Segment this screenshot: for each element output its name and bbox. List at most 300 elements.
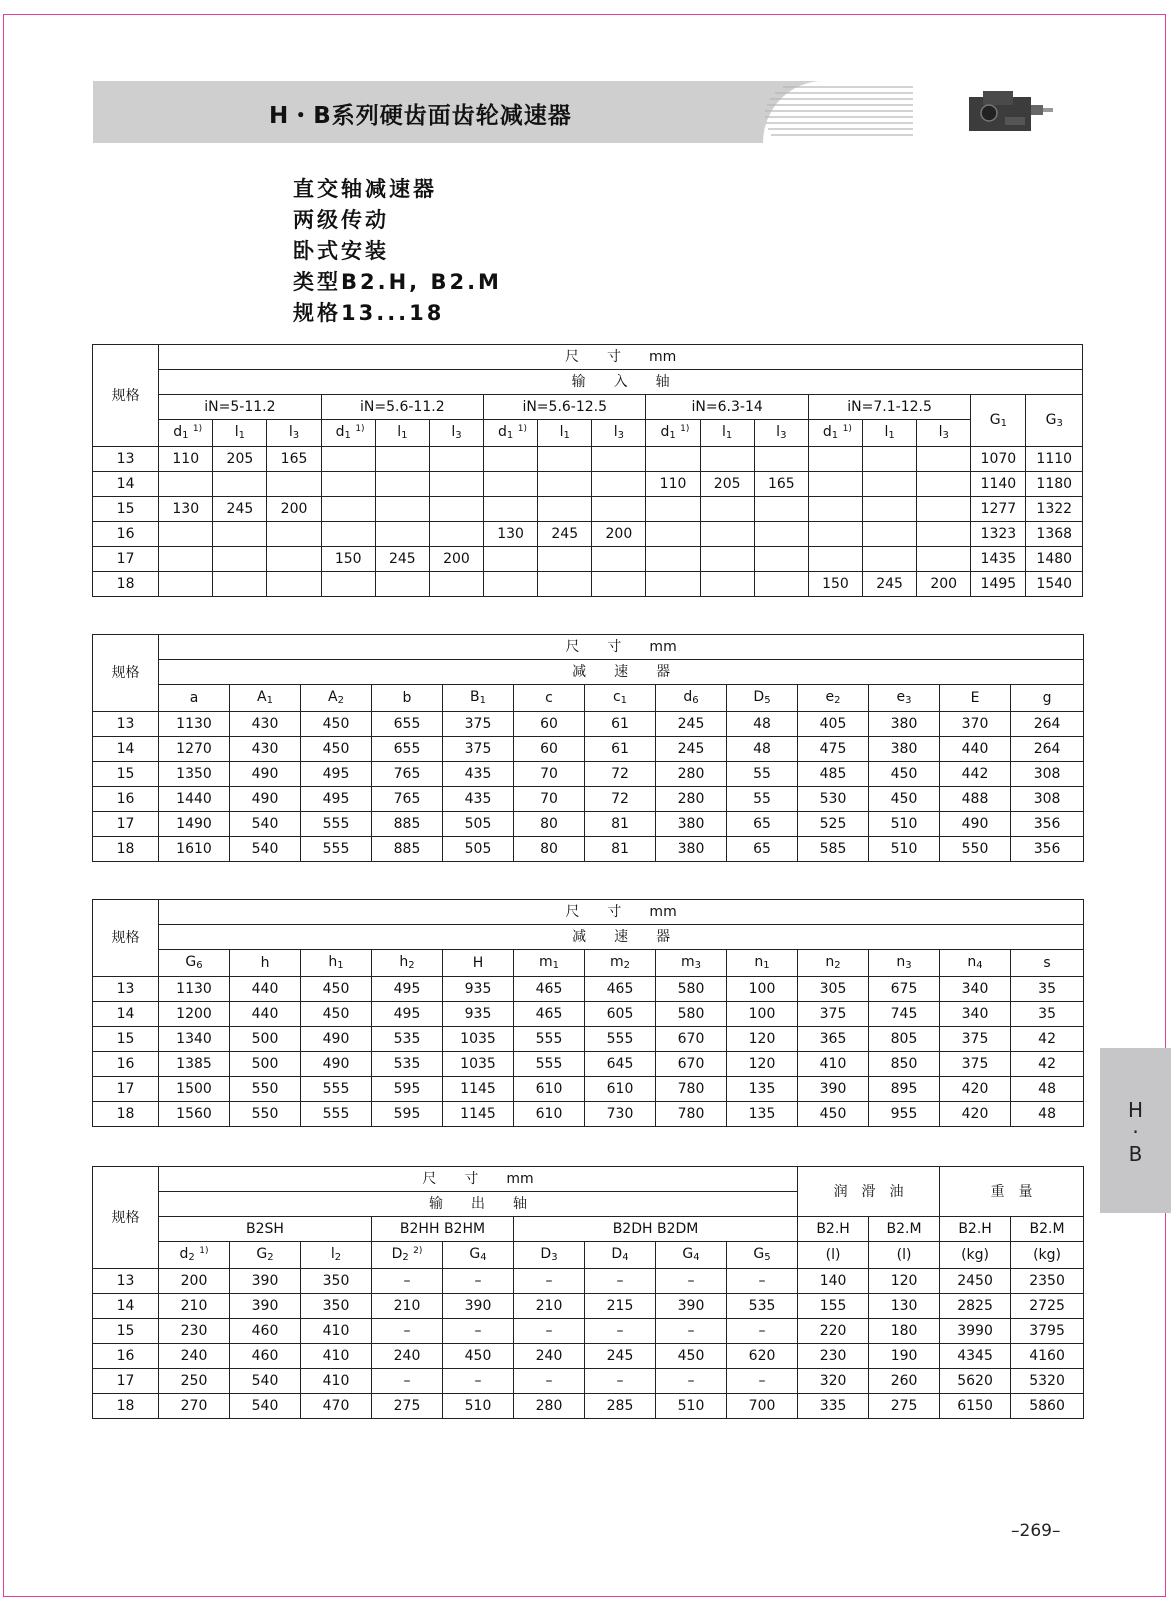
oil-unit: (l) xyxy=(869,1242,940,1269)
table-cell: 35 xyxy=(1011,977,1084,1002)
col-header-l1: l1 xyxy=(538,420,592,447)
spec-cell: 16 xyxy=(93,522,159,547)
table-cell: 200 xyxy=(592,522,646,547)
table-cell: 500 xyxy=(230,1027,301,1052)
table-cell xyxy=(808,522,862,547)
table-cell: 765 xyxy=(372,762,443,787)
col-header-n2: n2 xyxy=(798,950,869,977)
table-cell: 555 xyxy=(301,1077,372,1102)
table-cell: 435 xyxy=(443,787,514,812)
table-cell xyxy=(484,497,538,522)
col-header-n1: n1 xyxy=(727,950,798,977)
table-row xyxy=(93,497,1083,522)
spec-cell: 18 xyxy=(93,1394,159,1419)
table-cell xyxy=(429,447,483,472)
table-cell: 540 xyxy=(230,1369,301,1394)
spec-cell: 18 xyxy=(93,572,159,597)
table-cell: 1440 xyxy=(159,787,230,812)
table-cell: 430 xyxy=(230,712,301,737)
table-cell: 540 xyxy=(230,1394,301,1419)
ratio-group: iN=5-11.2 xyxy=(159,395,321,420)
spec-cell: 15 xyxy=(93,1319,159,1344)
table-cell xyxy=(484,472,538,497)
col-header-m1: m1 xyxy=(514,950,585,977)
table-cell: 450 xyxy=(301,737,372,762)
table-row xyxy=(93,472,1083,497)
table-cell: – xyxy=(443,1369,514,1394)
table-cell xyxy=(375,572,429,597)
input-shaft-table xyxy=(92,344,1083,597)
table-cell: 245 xyxy=(656,737,727,762)
table-cell: 210 xyxy=(159,1294,230,1319)
table-cell: 955 xyxy=(869,1102,940,1127)
table-cell: 275 xyxy=(869,1394,940,1419)
ratio-group: iN=5.6-11.2 xyxy=(321,395,483,420)
table-cell: 6150 xyxy=(940,1394,1011,1419)
subtitle-line: 类型B2.H, B2.M xyxy=(293,270,502,294)
table-cell: 450 xyxy=(869,762,940,787)
table-cell: 70 xyxy=(514,762,585,787)
table-cell: 530 xyxy=(798,787,869,812)
col-header-d1: d1 $^{1)}$ xyxy=(484,420,538,447)
table-cell xyxy=(863,447,917,472)
table-cell: 1385 xyxy=(159,1052,230,1077)
table-cell: 460 xyxy=(230,1319,301,1344)
table-cell xyxy=(917,547,971,572)
table-cell: 100 xyxy=(727,977,798,1002)
table-cell: 375 xyxy=(940,1052,1011,1077)
oil-unit: (l) xyxy=(798,1242,869,1269)
table-cell: 48 xyxy=(727,712,798,737)
table-cell xyxy=(754,447,808,472)
table-cell: 1130 xyxy=(159,712,230,737)
table-cell: 264 xyxy=(1011,712,1084,737)
table-cell: 390 xyxy=(443,1294,514,1319)
table-cell: 390 xyxy=(230,1269,301,1294)
col-header-d1: d1 $^{1)}$ xyxy=(159,420,213,447)
table-cell: 605 xyxy=(585,1002,656,1027)
table-cell: 450 xyxy=(301,712,372,737)
col-header-e3: e3 xyxy=(869,685,940,712)
table-cell: 440 xyxy=(940,737,1011,762)
table-cell: – xyxy=(514,1319,585,1344)
table-cell xyxy=(592,497,646,522)
table-cell xyxy=(700,547,754,572)
table-cell: 450 xyxy=(798,1102,869,1127)
table-cell: 61 xyxy=(585,737,656,762)
table-cell: 465 xyxy=(514,977,585,1002)
table-cell: 380 xyxy=(656,812,727,837)
table-cell: 780 xyxy=(656,1102,727,1127)
weight-unit: (kg) xyxy=(1011,1242,1084,1269)
table-cell: 410 xyxy=(301,1319,372,1344)
table-cell: 165 xyxy=(754,472,808,497)
table-cell: 245 xyxy=(863,572,917,597)
table-cell: 72 xyxy=(585,762,656,787)
table-cell: 3795 xyxy=(1011,1319,1084,1344)
table-cell xyxy=(321,472,375,497)
table-cell: 885 xyxy=(372,837,443,862)
table-cell: 550 xyxy=(230,1077,301,1102)
table-cell: 495 xyxy=(301,787,372,812)
col-header-G4: G4 xyxy=(443,1242,514,1269)
table-cell: 495 xyxy=(372,977,443,1002)
table-cell: 350 xyxy=(301,1294,372,1319)
table-cell: 1035 xyxy=(443,1027,514,1052)
table-cell xyxy=(484,447,538,472)
table-cell: 61 xyxy=(585,712,656,737)
table-cell: 2450 xyxy=(940,1269,1011,1294)
input-shaft-header: 输 入 轴 xyxy=(159,370,1083,395)
group-b2sh: B2SH xyxy=(159,1217,372,1242)
table-cell xyxy=(646,547,700,572)
reducer-header: 减 速 器 xyxy=(159,660,1084,685)
page-title: H・B系列硬齿面齿轮减速器 xyxy=(269,103,572,129)
col-header-l1: l1 xyxy=(213,420,267,447)
table-cell: 375 xyxy=(443,712,514,737)
oil-header: 润 滑 油 xyxy=(798,1167,940,1217)
table-cell: 595 xyxy=(372,1102,443,1127)
table-cell: 130 xyxy=(869,1294,940,1319)
table-cell: – xyxy=(585,1269,656,1294)
section-tab xyxy=(1100,1048,1171,1213)
reducer-dimensions-table-2 xyxy=(92,899,1084,1127)
table-cell: 610 xyxy=(585,1077,656,1102)
col-header-g1: G1 xyxy=(971,395,1026,447)
table-cell: 48 xyxy=(1011,1077,1084,1102)
table-cell: 495 xyxy=(301,762,372,787)
oil-col-b2m: B2.M xyxy=(869,1217,940,1242)
table-cell: 1277 xyxy=(971,497,1026,522)
table-cell xyxy=(592,572,646,597)
table-cell: 525 xyxy=(798,812,869,837)
table-cell xyxy=(863,497,917,522)
table-cell: 340 xyxy=(940,977,1011,1002)
subtitle-line: 卧式安装 xyxy=(293,239,389,263)
spec-cell: 16 xyxy=(93,1052,159,1077)
table-cell: 620 xyxy=(727,1344,798,1369)
col-header-h1: h1 xyxy=(301,950,372,977)
spec-cell: 15 xyxy=(93,1027,159,1052)
col-header-n3: n3 xyxy=(869,950,940,977)
table-cell xyxy=(917,497,971,522)
table-cell: 555 xyxy=(514,1052,585,1077)
col-header-g: g xyxy=(1011,685,1084,712)
table-cell: 55 xyxy=(727,762,798,787)
table-cell xyxy=(267,572,321,597)
reducer-header: 减 速 器 xyxy=(159,925,1084,950)
table-cell: 555 xyxy=(301,812,372,837)
table-cell xyxy=(808,447,862,472)
table-cell: 245 xyxy=(656,712,727,737)
header-stripes xyxy=(763,81,1083,143)
table-cell: 240 xyxy=(372,1344,443,1369)
table-cell xyxy=(267,522,321,547)
table-cell: – xyxy=(585,1369,656,1394)
table-cell xyxy=(917,522,971,547)
table-cell: 1350 xyxy=(159,762,230,787)
table-cell: 420 xyxy=(940,1102,1011,1127)
spec-cell: 13 xyxy=(93,712,159,737)
table-row xyxy=(93,547,1083,572)
table-cell: 1323 xyxy=(971,522,1026,547)
table-cell: 485 xyxy=(798,762,869,787)
table-cell: 130 xyxy=(159,497,213,522)
table-cell: 850 xyxy=(869,1052,940,1077)
table-cell: 440 xyxy=(230,1002,301,1027)
table-cell xyxy=(213,547,267,572)
table-cell: 200 xyxy=(917,572,971,597)
col-header-G5: G5 xyxy=(727,1242,798,1269)
table-cell: 275 xyxy=(372,1394,443,1419)
col-header-G2: G2 xyxy=(230,1242,301,1269)
section-tab-dot: · xyxy=(1132,1120,1139,1144)
table-cell: 140 xyxy=(798,1269,869,1294)
ratio-group: iN=7.1-12.5 xyxy=(808,395,970,420)
table-row xyxy=(93,762,1084,787)
table-cell: 495 xyxy=(372,1002,443,1027)
table-cell xyxy=(538,447,592,472)
table-cell xyxy=(863,522,917,547)
table-cell xyxy=(267,472,321,497)
section-tab-letter: B xyxy=(1128,1142,1143,1166)
table-cell: 470 xyxy=(301,1394,372,1419)
table-cell xyxy=(429,497,483,522)
table-cell: 370 xyxy=(940,712,1011,737)
table-cell: 435 xyxy=(443,762,514,787)
table-row xyxy=(93,1294,1084,1319)
table-cell: 42 xyxy=(1011,1027,1084,1052)
table-row xyxy=(93,1319,1084,1344)
spec-header: 规格 xyxy=(93,900,159,977)
table-cell: 390 xyxy=(798,1077,869,1102)
table-cell: 165 xyxy=(267,447,321,472)
table-cell: 205 xyxy=(213,447,267,472)
dim-header: 尺 寸 mm xyxy=(159,345,1083,370)
table-cell: 585 xyxy=(798,837,869,862)
table-cell: 308 xyxy=(1011,762,1084,787)
table-cell: 190 xyxy=(869,1344,940,1369)
table-cell: 540 xyxy=(230,812,301,837)
table-cell: 245 xyxy=(375,547,429,572)
subtitle-block xyxy=(293,174,502,329)
table-cell: 1035 xyxy=(443,1052,514,1077)
table-cell xyxy=(917,472,971,497)
table-cell: 65 xyxy=(727,837,798,862)
table-cell: 420 xyxy=(940,1077,1011,1102)
table-cell xyxy=(700,572,754,597)
table-cell xyxy=(375,472,429,497)
table-cell: 4345 xyxy=(940,1344,1011,1369)
table-cell: 780 xyxy=(656,1077,727,1102)
table-row xyxy=(93,1052,1084,1077)
table-cell: – xyxy=(727,1269,798,1294)
table-cell: 745 xyxy=(869,1002,940,1027)
table-cell: 81 xyxy=(585,837,656,862)
weight-header: 重 量 xyxy=(940,1167,1084,1217)
col-header-m2: m2 xyxy=(585,950,656,977)
table-cell: 675 xyxy=(869,977,940,1002)
table-cell: 335 xyxy=(798,1394,869,1419)
table-cell: 210 xyxy=(372,1294,443,1319)
spec-cell: 13 xyxy=(93,447,159,472)
table-row xyxy=(93,1269,1084,1294)
table-cell: 380 xyxy=(656,837,727,862)
table-cell: 535 xyxy=(727,1294,798,1319)
table-cell: 240 xyxy=(159,1344,230,1369)
table-cell xyxy=(646,572,700,597)
table-cell: 380 xyxy=(869,737,940,762)
table-cell xyxy=(754,547,808,572)
table-cell: 442 xyxy=(940,762,1011,787)
table-cell: 65 xyxy=(727,812,798,837)
table-cell: – xyxy=(372,1269,443,1294)
table-cell: 1480 xyxy=(1026,547,1083,572)
table-cell: 250 xyxy=(159,1369,230,1394)
table-cell: 245 xyxy=(538,522,592,547)
col-header-E: E xyxy=(940,685,1011,712)
subtitle-line: 两级传动 xyxy=(293,208,389,232)
table-cell: – xyxy=(372,1319,443,1344)
table-cell xyxy=(754,572,808,597)
table-cell: 60 xyxy=(514,737,585,762)
table-cell: 200 xyxy=(159,1269,230,1294)
table-cell: 490 xyxy=(230,762,301,787)
table-cell: 2825 xyxy=(940,1294,1011,1319)
table-cell: – xyxy=(585,1319,656,1344)
table-cell xyxy=(592,447,646,472)
table-cell: 505 xyxy=(443,812,514,837)
table-cell: 550 xyxy=(940,837,1011,862)
table-cell xyxy=(267,547,321,572)
table-cell: 1610 xyxy=(159,837,230,862)
table-cell xyxy=(484,547,538,572)
table-cell: 120 xyxy=(727,1027,798,1052)
col-header-l3: l3 xyxy=(754,420,808,447)
group-b2hh-b2hm: B2HH B2HM xyxy=(372,1217,514,1242)
table-cell: 1110 xyxy=(1026,447,1083,472)
spec-cell: 13 xyxy=(93,1269,159,1294)
table-cell xyxy=(375,522,429,547)
table-cell: 1070 xyxy=(971,447,1026,472)
table-cell: 350 xyxy=(301,1269,372,1294)
spec-cell: 14 xyxy=(93,472,159,497)
spec-cell: 14 xyxy=(93,737,159,762)
table-cell xyxy=(538,572,592,597)
table-cell xyxy=(321,522,375,547)
col-header-B1: B1 xyxy=(443,685,514,712)
table-cell xyxy=(538,547,592,572)
table-cell: 1270 xyxy=(159,737,230,762)
col-header-d6: d6 xyxy=(656,685,727,712)
table-cell xyxy=(646,497,700,522)
col-header-l3: l3 xyxy=(267,420,321,447)
table-cell xyxy=(646,522,700,547)
table-row xyxy=(93,837,1084,862)
spec-cell: 13 xyxy=(93,977,159,1002)
table-cell: 645 xyxy=(585,1052,656,1077)
table-cell: 450 xyxy=(301,1002,372,1027)
table-cell: 1490 xyxy=(159,812,230,837)
spec-header: 规格 xyxy=(93,635,159,712)
table-cell: – xyxy=(514,1269,585,1294)
table-cell xyxy=(429,522,483,547)
table-cell: 200 xyxy=(429,547,483,572)
table-cell: – xyxy=(727,1319,798,1344)
table-cell: 2350 xyxy=(1011,1269,1084,1294)
table-cell: 1140 xyxy=(971,472,1026,497)
table-row xyxy=(93,1369,1084,1394)
dim-header: 尺 寸 mm xyxy=(159,635,1084,660)
table-cell: 356 xyxy=(1011,837,1084,862)
col-header-l2: l2 xyxy=(301,1242,372,1269)
col-header-G6: G6 xyxy=(159,950,230,977)
table-cell: 1540 xyxy=(1026,572,1083,597)
col-header-d1: d1 $^{1)}$ xyxy=(321,420,375,447)
table-row xyxy=(93,1077,1084,1102)
col-header-d2: d2 $^{1)}$ xyxy=(159,1242,230,1269)
col-header-e2: e2 xyxy=(798,685,869,712)
table-cell: 1368 xyxy=(1026,522,1083,547)
col-header-c: c xyxy=(514,685,585,712)
table-cell: 465 xyxy=(585,977,656,1002)
table-cell: 765 xyxy=(372,787,443,812)
table-cell xyxy=(538,472,592,497)
table-cell xyxy=(159,522,213,547)
table-cell: 510 xyxy=(869,812,940,837)
spec-cell: 15 xyxy=(93,497,159,522)
table-cell: 1500 xyxy=(159,1077,230,1102)
col-header-l3: l3 xyxy=(917,420,971,447)
table-cell: 285 xyxy=(585,1394,656,1419)
table-cell xyxy=(159,572,213,597)
table-cell: 730 xyxy=(585,1102,656,1127)
table-cell: – xyxy=(656,1319,727,1344)
header-band xyxy=(93,81,1083,143)
table-cell: 410 xyxy=(798,1052,869,1077)
col-header-d1: d1 $^{1)}$ xyxy=(808,420,862,447)
table-cell: 240 xyxy=(514,1344,585,1369)
output-shaft-header: 输 出 轴 xyxy=(159,1192,798,1217)
col-header-n4: n4 xyxy=(940,950,1011,977)
table-row xyxy=(93,1394,1084,1419)
dim-header: 尺 寸 mm xyxy=(159,900,1084,925)
table-cell: 2725 xyxy=(1011,1294,1084,1319)
weight-col-b2m: B2.M xyxy=(1011,1217,1084,1242)
col-header-l3: l3 xyxy=(592,420,646,447)
table-cell: 1180 xyxy=(1026,472,1083,497)
table-cell xyxy=(213,572,267,597)
table-cell xyxy=(808,547,862,572)
table-cell: – xyxy=(443,1319,514,1344)
table-row xyxy=(93,812,1084,837)
table-cell: – xyxy=(656,1269,727,1294)
table-cell: 245 xyxy=(585,1344,656,1369)
table-cell: 555 xyxy=(301,837,372,862)
table-row xyxy=(93,447,1083,472)
col-header-l1: l1 xyxy=(700,420,754,447)
table-cell: 510 xyxy=(656,1394,727,1419)
col-header-l1: l1 xyxy=(375,420,429,447)
table-row xyxy=(93,1002,1084,1027)
table-cell: 655 xyxy=(372,737,443,762)
table-cell xyxy=(917,447,971,472)
table-row xyxy=(93,1027,1084,1052)
table-cell: 270 xyxy=(159,1394,230,1419)
col-header-b: b xyxy=(372,685,443,712)
table-cell: 465 xyxy=(514,1002,585,1027)
table-cell: 280 xyxy=(514,1394,585,1419)
